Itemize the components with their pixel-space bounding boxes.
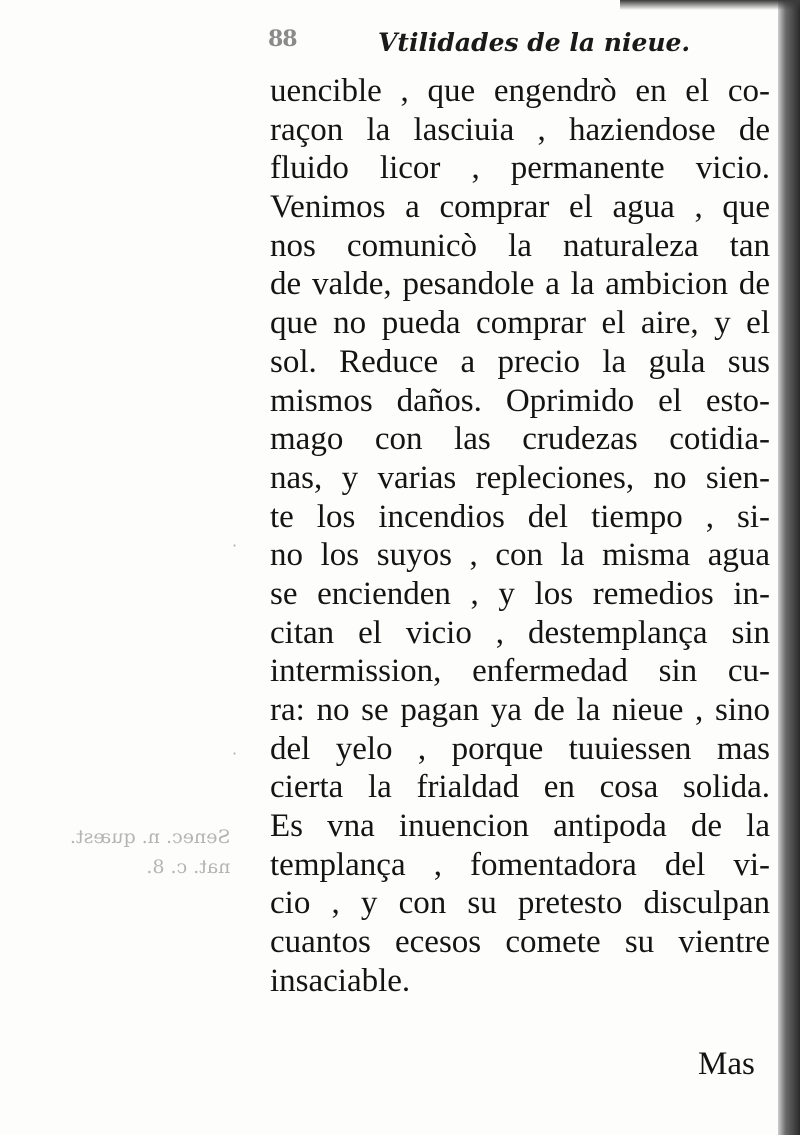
catchword: Mas xyxy=(698,1046,755,1082)
text-line: mismos daños. Oprimido el esto- xyxy=(270,382,770,419)
text-line: nos comunicò la naturaleza tan xyxy=(270,227,770,264)
text-line: insaciable. xyxy=(270,962,411,999)
body-text xyxy=(270,72,770,1001)
text-line: cuantos ecesos comete su vientre xyxy=(270,924,770,961)
marginal-note-line: Senec. n. quæst. xyxy=(70,826,231,848)
text-line: citan el vicio , destemplança sin xyxy=(270,614,770,651)
text-line: cierta la frialdad en cosa solida. xyxy=(270,769,770,806)
text-line: Es vna inuencion antipoda de la xyxy=(270,808,770,845)
text-line: raçon la lasciuia , haziendose de xyxy=(270,111,770,148)
text-line: se encienden , y los remedios in- xyxy=(270,575,770,612)
text-line: fluido licor , permanente vicio. xyxy=(270,150,770,187)
text-line: te los incendios del tiempo , si- xyxy=(270,498,770,535)
text-line: uencible , que engendrò en el co- xyxy=(270,73,770,109)
text-line: de valde, pesandole a la ambicion de xyxy=(270,266,770,303)
text-line: ra: no se pagan ya de la nieue , sino xyxy=(270,692,770,728)
marginal-note-bleedthrough xyxy=(70,822,230,882)
text-line: intermission, enfermedad sin cu- xyxy=(270,653,770,690)
running-head: Vtilidades de la nieue. xyxy=(378,28,691,57)
stray-mark: · xyxy=(232,536,238,555)
text-line: que no pueda comprar el aire, y el xyxy=(270,305,770,342)
text-line: mago con las crudezas cotidia- xyxy=(270,421,770,458)
text-line: del yelo , porque tuuiessen mas xyxy=(270,730,770,767)
page-edge-shadow xyxy=(778,0,800,1135)
text-line: sol. Reduce a precio la gula sus xyxy=(270,343,770,380)
text-line: no los suyos , con la misma agua xyxy=(270,537,770,574)
marginal-note-line: nat. c. 8. xyxy=(146,856,231,878)
text-line: cio , y con su pretesto disculpan xyxy=(270,885,770,922)
page-number: 88 xyxy=(268,26,297,52)
text-line: templança , fomentadora del vi- xyxy=(270,846,770,883)
text-line: nas, y varias repleciones, no sien- xyxy=(270,459,770,496)
page-top-shadow xyxy=(620,0,800,10)
stray-mark: · xyxy=(232,744,238,763)
text-line: Venimos a comprar el agua , que xyxy=(270,189,770,226)
